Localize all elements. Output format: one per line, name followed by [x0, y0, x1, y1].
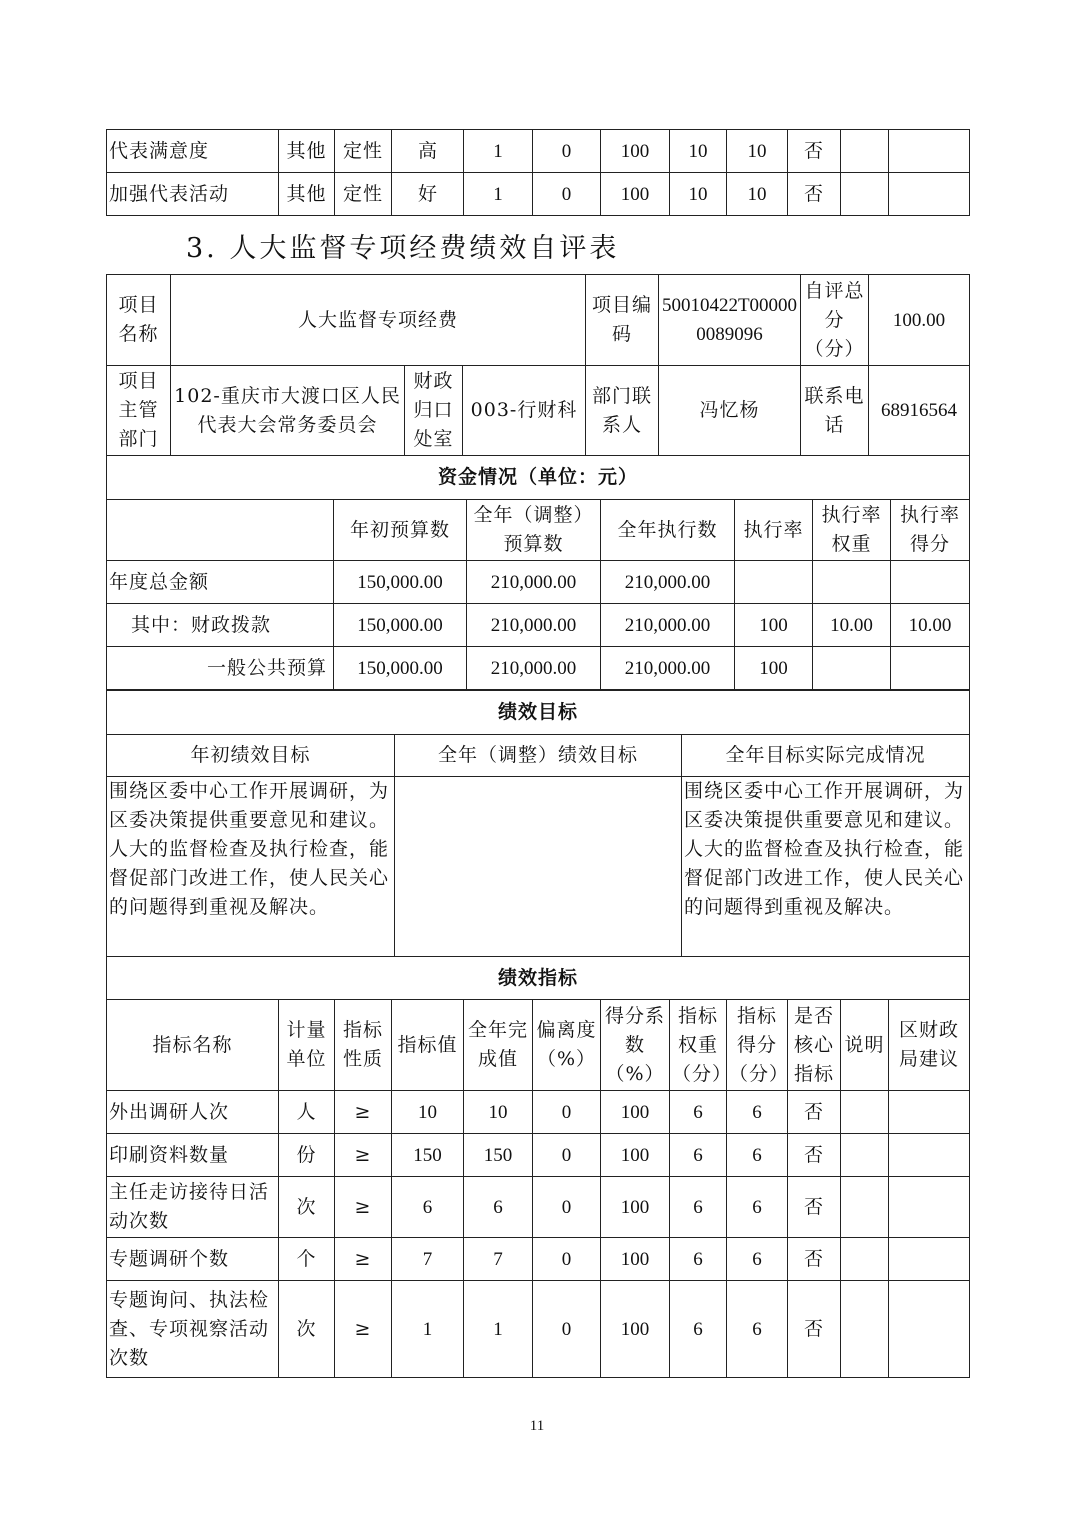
funds-row-label: 其中：财政拨款	[107, 604, 334, 647]
cell-coef: 100	[601, 173, 670, 216]
funds-col-header: 执行率得分	[891, 500, 970, 561]
cell-weight: 6	[670, 1177, 727, 1238]
cell-nature: ≥	[335, 1091, 392, 1134]
cell-deviation: 0	[533, 1238, 601, 1281]
indicator-row	[107, 1091, 970, 1134]
cell-name: 专题调研个数	[107, 1238, 279, 1281]
cell-nature: ≥	[335, 1281, 392, 1378]
dept-label: 项目主管部门	[107, 366, 171, 456]
funds-row	[107, 561, 970, 604]
cell-actual: 1	[464, 173, 533, 216]
cell-advice	[889, 173, 970, 216]
cell-deviation: 0	[533, 173, 601, 216]
cell-score: 6	[727, 1238, 788, 1281]
indicator-col-header: 区财政局建议	[889, 1000, 970, 1091]
indicators-table	[106, 956, 970, 1378]
cell-note	[841, 1177, 889, 1238]
cell-target: 6	[392, 1177, 464, 1238]
cell-target: 高	[392, 130, 464, 173]
dept-value: 102-重庆市大渡口区人民代表大会常务委员会	[171, 366, 405, 456]
funds-col-header: 全年执行数	[601, 500, 735, 561]
table-row	[107, 173, 970, 216]
cell-unit: 次	[279, 1281, 335, 1378]
funds-cell: 100	[735, 604, 813, 647]
cell-advice	[889, 130, 970, 173]
funds-row-label: 一般公共预算	[107, 647, 334, 690]
indicator-col-header: 指标名称	[107, 1000, 279, 1091]
funds-cell: 100	[735, 647, 813, 690]
funds-cell: 10.00	[813, 604, 891, 647]
goal-actual: 围绕区委中心工作开展调研，为区委决策提供重要意见和建议。人大的监督检查及执行检查，能督促部门改进工作，使人民关心的问题得到重视及解决。	[682, 777, 970, 957]
funds-cell	[813, 561, 891, 604]
cell-nature: ≥	[335, 1134, 392, 1177]
funds-col-header: 年初预算数	[334, 500, 467, 561]
indicator-row	[107, 1238, 970, 1281]
cell-actual: 10	[464, 1091, 533, 1134]
cell-core: 否	[788, 173, 841, 216]
indicator-col-header: 指标性质	[335, 1000, 392, 1091]
goals-header-adjusted: 全年（调整）绩效目标	[395, 735, 682, 777]
cell-core: 否	[788, 1134, 841, 1177]
cell-weight: 6	[670, 1091, 727, 1134]
cell-score: 6	[727, 1281, 788, 1378]
funds-row	[107, 647, 970, 690]
goal-adjusted	[395, 777, 682, 957]
cell-note	[841, 1134, 889, 1177]
cell-coef: 100	[601, 1281, 670, 1378]
cell-deviation: 0	[533, 130, 601, 173]
indicator-col-header: 指标值	[392, 1000, 464, 1091]
cell-advice	[889, 1177, 970, 1238]
cell-weight: 10	[670, 130, 727, 173]
cell-nature: ≥	[335, 1238, 392, 1281]
cell-note	[841, 130, 889, 173]
table-row	[107, 130, 970, 173]
project-name-label: 项目名称	[107, 275, 171, 366]
indicator-col-header: 说明	[841, 1000, 889, 1091]
project-info-table	[106, 274, 970, 456]
cell-name: 主任走访接待日活动次数	[107, 1177, 279, 1238]
prev-indicator-table	[106, 129, 970, 216]
cell-note	[841, 1091, 889, 1134]
cell-core: 否	[788, 1238, 841, 1281]
cell-core: 否	[788, 130, 841, 173]
funds-cell: 150,000.00	[334, 604, 467, 647]
funds-cell	[813, 647, 891, 690]
cell-actual: 1	[464, 130, 533, 173]
cell-score: 10	[727, 173, 788, 216]
page-number: 11	[529, 1418, 545, 1434]
cell-name: 加强代表活动	[107, 173, 279, 216]
finance-office-label: 财政归口处室	[405, 366, 463, 456]
cell-coef: 100	[601, 1091, 670, 1134]
contact-person: 冯忆杨	[659, 366, 801, 456]
cell-name: 印刷资料数量	[107, 1134, 279, 1177]
goals-header-initial: 年初绩效目标	[107, 735, 395, 777]
cell-score: 10	[727, 130, 788, 173]
cell-weight: 6	[670, 1134, 727, 1177]
funds-cell: 150,000.00	[334, 561, 467, 604]
cell-name: 专题询问、执法检查、专项视察活动次数	[107, 1281, 279, 1378]
project-code: 50010422T000000089096	[659, 275, 801, 366]
phone: 68916564	[869, 366, 970, 456]
cell-unit: 次	[279, 1177, 335, 1238]
cell-nature: ≥	[335, 1177, 392, 1238]
funds-table	[106, 455, 970, 690]
indicators-section-header: 绩效指标	[107, 957, 970, 1000]
cell-advice	[889, 1091, 970, 1134]
cell-advice	[889, 1238, 970, 1281]
goal-initial: 围绕区委中心工作开展调研，为区委决策提供重要意见和建议。人大的监督检查及执行检查，能督促部门改进工作，使人民关心的问题得到重视及解决。	[107, 777, 395, 957]
funds-cell	[891, 647, 970, 690]
cell-actual: 7	[464, 1238, 533, 1281]
cell-score: 6	[727, 1134, 788, 1177]
cell-unit: 个	[279, 1238, 335, 1281]
indicator-col-header: 偏离度（%）	[533, 1000, 601, 1091]
cell-target: 好	[392, 173, 464, 216]
cell-target: 1	[392, 1281, 464, 1378]
section-title: 3. 人大监督专项经费绩效自评表	[186, 233, 620, 264]
goals-section-header: 绩效目标	[107, 691, 970, 735]
cell-advice	[889, 1134, 970, 1177]
cell-target: 150	[392, 1134, 464, 1177]
cell-coef: 100	[601, 1238, 670, 1281]
cell-note	[841, 173, 889, 216]
cell-weight: 6	[670, 1281, 727, 1378]
project-name: 人大监督专项经费	[171, 275, 586, 366]
cell-actual: 1	[464, 1281, 533, 1378]
funds-cell: 150,000.00	[334, 647, 467, 690]
cell-advice	[889, 1281, 970, 1378]
cell-note	[841, 1281, 889, 1378]
goals-header-actual: 全年目标实际完成情况	[682, 735, 970, 777]
funds-row	[107, 604, 970, 647]
cell-score: 6	[727, 1177, 788, 1238]
indicator-col-header: 指标权重（分）	[670, 1000, 727, 1091]
cell-name: 外出调研人次	[107, 1091, 279, 1134]
cell-nature: 定性	[335, 173, 392, 216]
funds-section-header: 资金情况（单位：元）	[107, 456, 970, 500]
funds-cell: 210,000.00	[467, 647, 601, 690]
self-score: 100.00	[869, 275, 970, 366]
phone-label: 联系电话	[801, 366, 869, 456]
cell-target: 10	[392, 1091, 464, 1134]
contact-label: 部门联系人	[586, 366, 659, 456]
funds-cell: 210,000.00	[601, 561, 735, 604]
project-code-label: 项目编码	[586, 275, 659, 366]
cell-note	[841, 1238, 889, 1281]
cell-score: 6	[727, 1091, 788, 1134]
cell-actual: 150	[464, 1134, 533, 1177]
cell-weight: 6	[670, 1238, 727, 1281]
cell-nature: 定性	[335, 130, 392, 173]
funds-col-header: 执行率	[735, 500, 813, 561]
cell-unit: 人	[279, 1091, 335, 1134]
funds-col-header	[107, 500, 334, 561]
cell-coef: 100	[601, 130, 670, 173]
cell-core: 否	[788, 1177, 841, 1238]
funds-cell: 210,000.00	[601, 604, 735, 647]
cell-weight: 10	[670, 173, 727, 216]
indicator-row	[107, 1134, 970, 1177]
funds-cell: 210,000.00	[467, 604, 601, 647]
funds-cell: 210,000.00	[601, 647, 735, 690]
cell-core: 否	[788, 1091, 841, 1134]
cell-deviation: 0	[533, 1091, 601, 1134]
cell-actual: 6	[464, 1177, 533, 1238]
goals-table	[106, 690, 970, 957]
cell-core: 否	[788, 1281, 841, 1378]
indicator-col-header: 是否核心指标	[788, 1000, 841, 1091]
funds-cell: 10.00	[891, 604, 970, 647]
indicator-col-header: 指标得分（分）	[727, 1000, 788, 1091]
cell-unit: 其他	[279, 173, 335, 216]
funds-cell: 210,000.00	[467, 561, 601, 604]
self-score-label: 自评总分（分）	[801, 275, 869, 366]
cell-unit: 其他	[279, 130, 335, 173]
funds-cell	[735, 561, 813, 604]
indicator-col-header: 计量单位	[279, 1000, 335, 1091]
cell-coef: 100	[601, 1177, 670, 1238]
cell-unit: 份	[279, 1134, 335, 1177]
finance-office: 003-行财科	[463, 366, 586, 456]
cell-coef: 100	[601, 1134, 670, 1177]
indicator-col-header: 得分系数（%）	[601, 1000, 670, 1091]
cell-deviation: 0	[533, 1177, 601, 1238]
indicator-col-header: 全年完成值	[464, 1000, 533, 1091]
cell-deviation: 0	[533, 1281, 601, 1378]
cell-deviation: 0	[533, 1134, 601, 1177]
cell-name: 代表满意度	[107, 130, 279, 173]
funds-cell	[891, 561, 970, 604]
indicator-row	[107, 1177, 970, 1238]
funds-col-header: 全年（调整）预算数	[467, 500, 601, 561]
indicator-row	[107, 1281, 970, 1378]
funds-col-header: 执行率权重	[813, 500, 891, 561]
funds-row-label: 年度总金额	[107, 561, 334, 604]
cell-target: 7	[392, 1238, 464, 1281]
